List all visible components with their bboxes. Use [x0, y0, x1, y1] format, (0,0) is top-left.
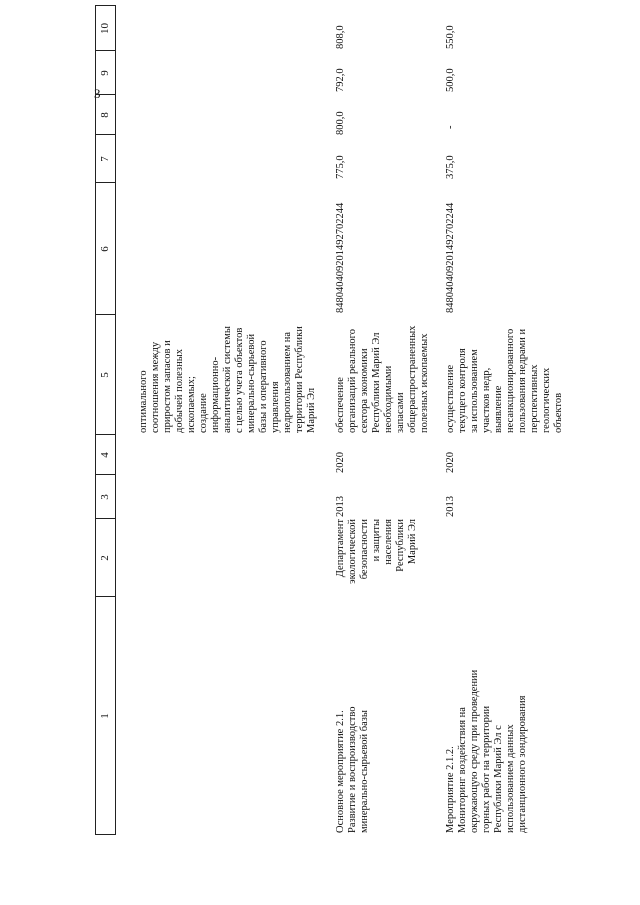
- row-0-result: оптимального соотношения между приростом запасов и добычей полезных ископаемых; создание информационно- аналитической системы с целью учета объектов минерально-сырьевой базы и оперативного управления недропользованием на территории Республики Марий Эл: [138, 326, 317, 433]
- row-1-name: Основное мероприятие 2.1. Развитие и воспроизводство минерально-сырьевой базы: [335, 706, 370, 833]
- column-number-8: 8: [99, 112, 111, 118]
- column-number-10: 10: [99, 23, 111, 34]
- row-2-result: осуществление текущего контроля за использованием участков недр, выявление несанкционированного пользования недрами и перспективных геологических объектов: [445, 328, 564, 433]
- column-number-5: 5: [99, 372, 111, 378]
- row-2-code: 848040409201492702244: [445, 202, 456, 313]
- row-1-end: 2020: [335, 452, 346, 473]
- column-number-4: 4: [99, 452, 111, 458]
- column-number-1: 1: [99, 713, 111, 719]
- column-number-3: 3: [99, 494, 111, 500]
- row-1-start: 2013: [335, 496, 346, 517]
- row-2-2016: 550,0: [445, 25, 456, 49]
- row-1-2015: 792,0: [335, 68, 346, 92]
- row-1-code: 848040409201492702244: [335, 202, 346, 313]
- column-number-2: 2: [99, 555, 111, 561]
- row-2-2014: -: [445, 125, 456, 129]
- table-top-rule: [95, 5, 96, 835]
- column-number-9: 9: [99, 70, 111, 76]
- row-1-executor: Департамент экологической безопасности и защиты населения Республики Марий Эл: [335, 519, 418, 584]
- header-bottom-rule: [115, 5, 116, 835]
- rotated-table: [95, 5, 575, 835]
- row-2-end: 2020: [445, 452, 456, 473]
- row-1-result: обеспечение организаций реального сектора экономики Республики Марий Эл необходимыми запасами общераспространенных полезных ископаемых: [335, 325, 430, 433]
- column-number-6: 6: [99, 246, 111, 252]
- row-1-2014: 800,0: [335, 111, 346, 135]
- row-2-start: 2013: [445, 496, 456, 517]
- row-2-2013: 375,0: [445, 155, 456, 179]
- column-number-7: 7: [99, 156, 111, 162]
- row-1-2013: 775,0: [335, 155, 346, 179]
- row-2-name: Мероприятие 2.1.2. Мониторинг воздействия на окружающую среду при проведении горных работ на территории Республики Марий Эл с использованием данных дистанционного зондирования: [445, 669, 528, 833]
- row-2-2015: 500,0: [445, 68, 456, 92]
- row-1-2016: 808,0: [335, 25, 346, 49]
